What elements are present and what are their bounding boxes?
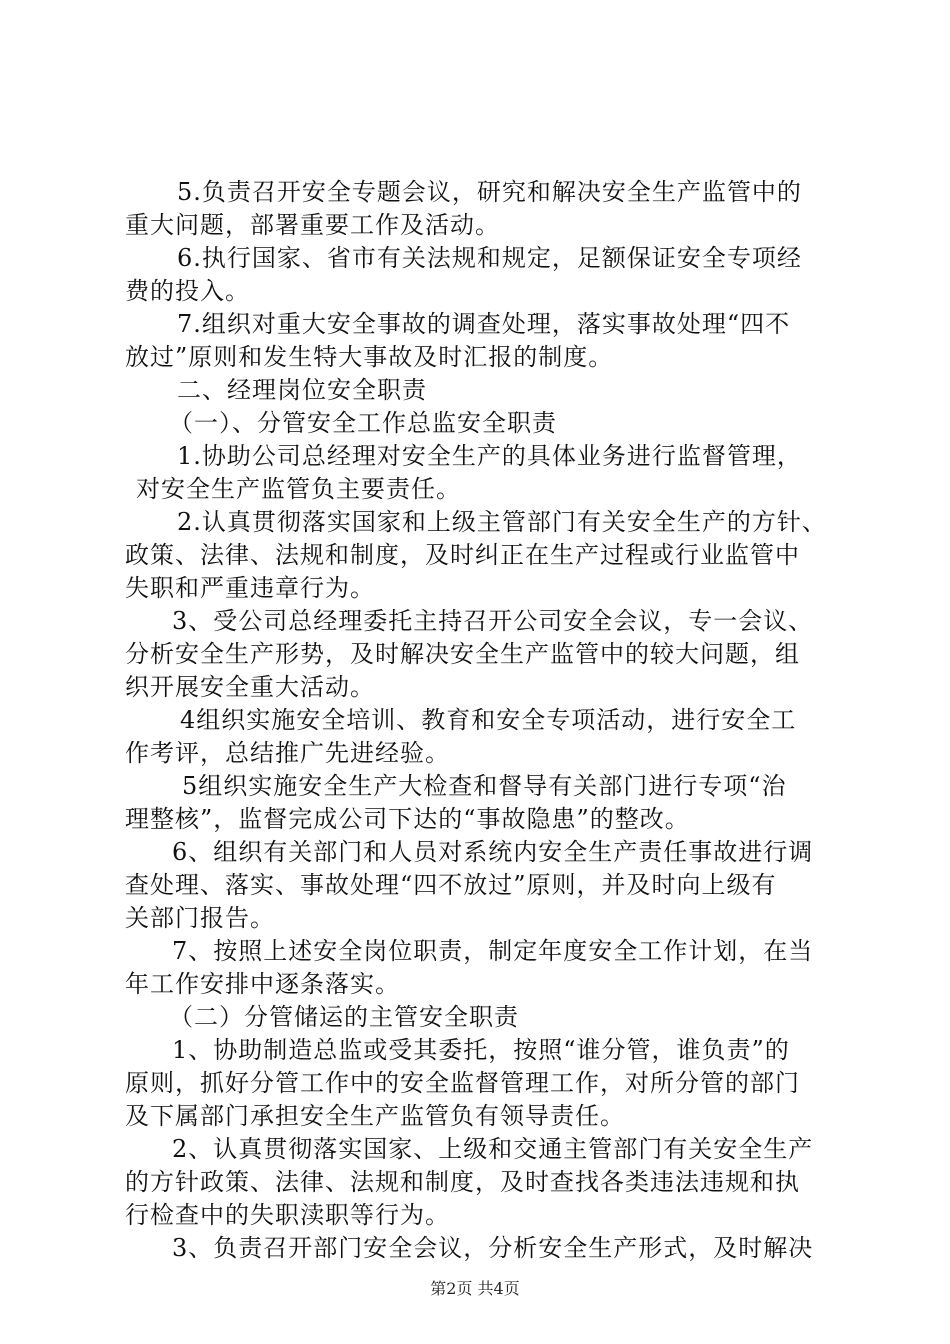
text-line: 1、协助制造总监或受其委托，按照“谁分管，谁负责”的: [172, 1036, 790, 1064]
text-line: 2、认真贯彻落实国家、上级和交通主管部门有关安全生产: [172, 1135, 814, 1163]
text-line: 5组织实施安全生产大检查和督导有关部门进行专项“治: [182, 772, 787, 800]
text-line: 理整核”，监督完成公司下达的“事故隐患”的整改。: [125, 805, 690, 833]
text-line: 1.协助公司总经理对安全生产的具体业务进行监督管理，: [177, 442, 802, 470]
subsection-heading: （二）分管储运的主管安全职责: [169, 1003, 519, 1031]
text-line: 3、受公司总经理委托主持召开公司安全会议，专一会议、: [172, 607, 814, 635]
text-line: 3、负责召开部门安全会议，分析安全生产形式，及时解决: [172, 1234, 814, 1262]
text-line: 放过”原则和发生特大事故及时汇报的制度。: [125, 343, 614, 371]
text-line: 失职和严重违章行为。: [125, 574, 375, 602]
text-line: 作考评，总结推广先进经验。: [125, 739, 450, 767]
text-line: 行检查中的失职渎职等行为。: [125, 1201, 450, 1229]
text-line: 2.认真贯彻落实国家和上级主管部门有关安全生产的方针、: [177, 508, 827, 536]
text-line: 查处理、落实、事故处理“四不放过”原则，并及时向上级有: [125, 871, 777, 899]
text-line: 5.负责召开安全专题会议，研究和解决安全生产监管中的: [177, 178, 802, 206]
page-number-footer: 第2页 共4页: [430, 1279, 520, 1298]
text-line: 对安全生产监管负主要责任。: [136, 475, 461, 503]
text-line: 7.组织对重大安全事故的调查处理，落实事故处理“四不: [177, 310, 791, 338]
text-line: 原则，抓好分管工作中的安全监督管理工作，对所分管的部门: [125, 1069, 800, 1097]
text-line: 年工作安排中逐条落实。: [125, 970, 400, 998]
subsection-heading: （一）、分管安全工作总监安全职责: [169, 409, 557, 437]
text-line: 费的投入。: [125, 277, 250, 305]
text-line: 6、组织有关部门和人员对系统内安全生产责任事故进行调: [172, 838, 814, 866]
section-heading: 二、经理岗位安全职责: [177, 376, 427, 404]
text-line: 7、按照上述安全岗位职责，制定年度安全工作计划，在当: [172, 937, 814, 965]
text-line: 政策、法律、法规和制度，及时纠正在生产过程或行业监管中: [125, 541, 800, 569]
text-line: 的方针政策、法律、法规和制度，及时查找各类违法违规和执: [125, 1168, 800, 1196]
text-line: 重大问题，部署重要工作及活动。: [125, 211, 500, 239]
text-line: 织开展安全重大活动。: [125, 673, 375, 701]
text-line: 关部门报告。: [125, 904, 275, 932]
text-line: 4组织实施安全培训、教育和安全专项活动，进行安全工: [180, 706, 797, 734]
text-line: 6.执行国家、省市有关法规和规定，足额保证安全专项经: [177, 244, 802, 272]
text-line: 及下属部门承担安全生产监管负有领导责任。: [125, 1102, 625, 1130]
text-line: 分析安全生产形势，及时解决安全生产监管中的较大问题，组: [125, 640, 800, 668]
